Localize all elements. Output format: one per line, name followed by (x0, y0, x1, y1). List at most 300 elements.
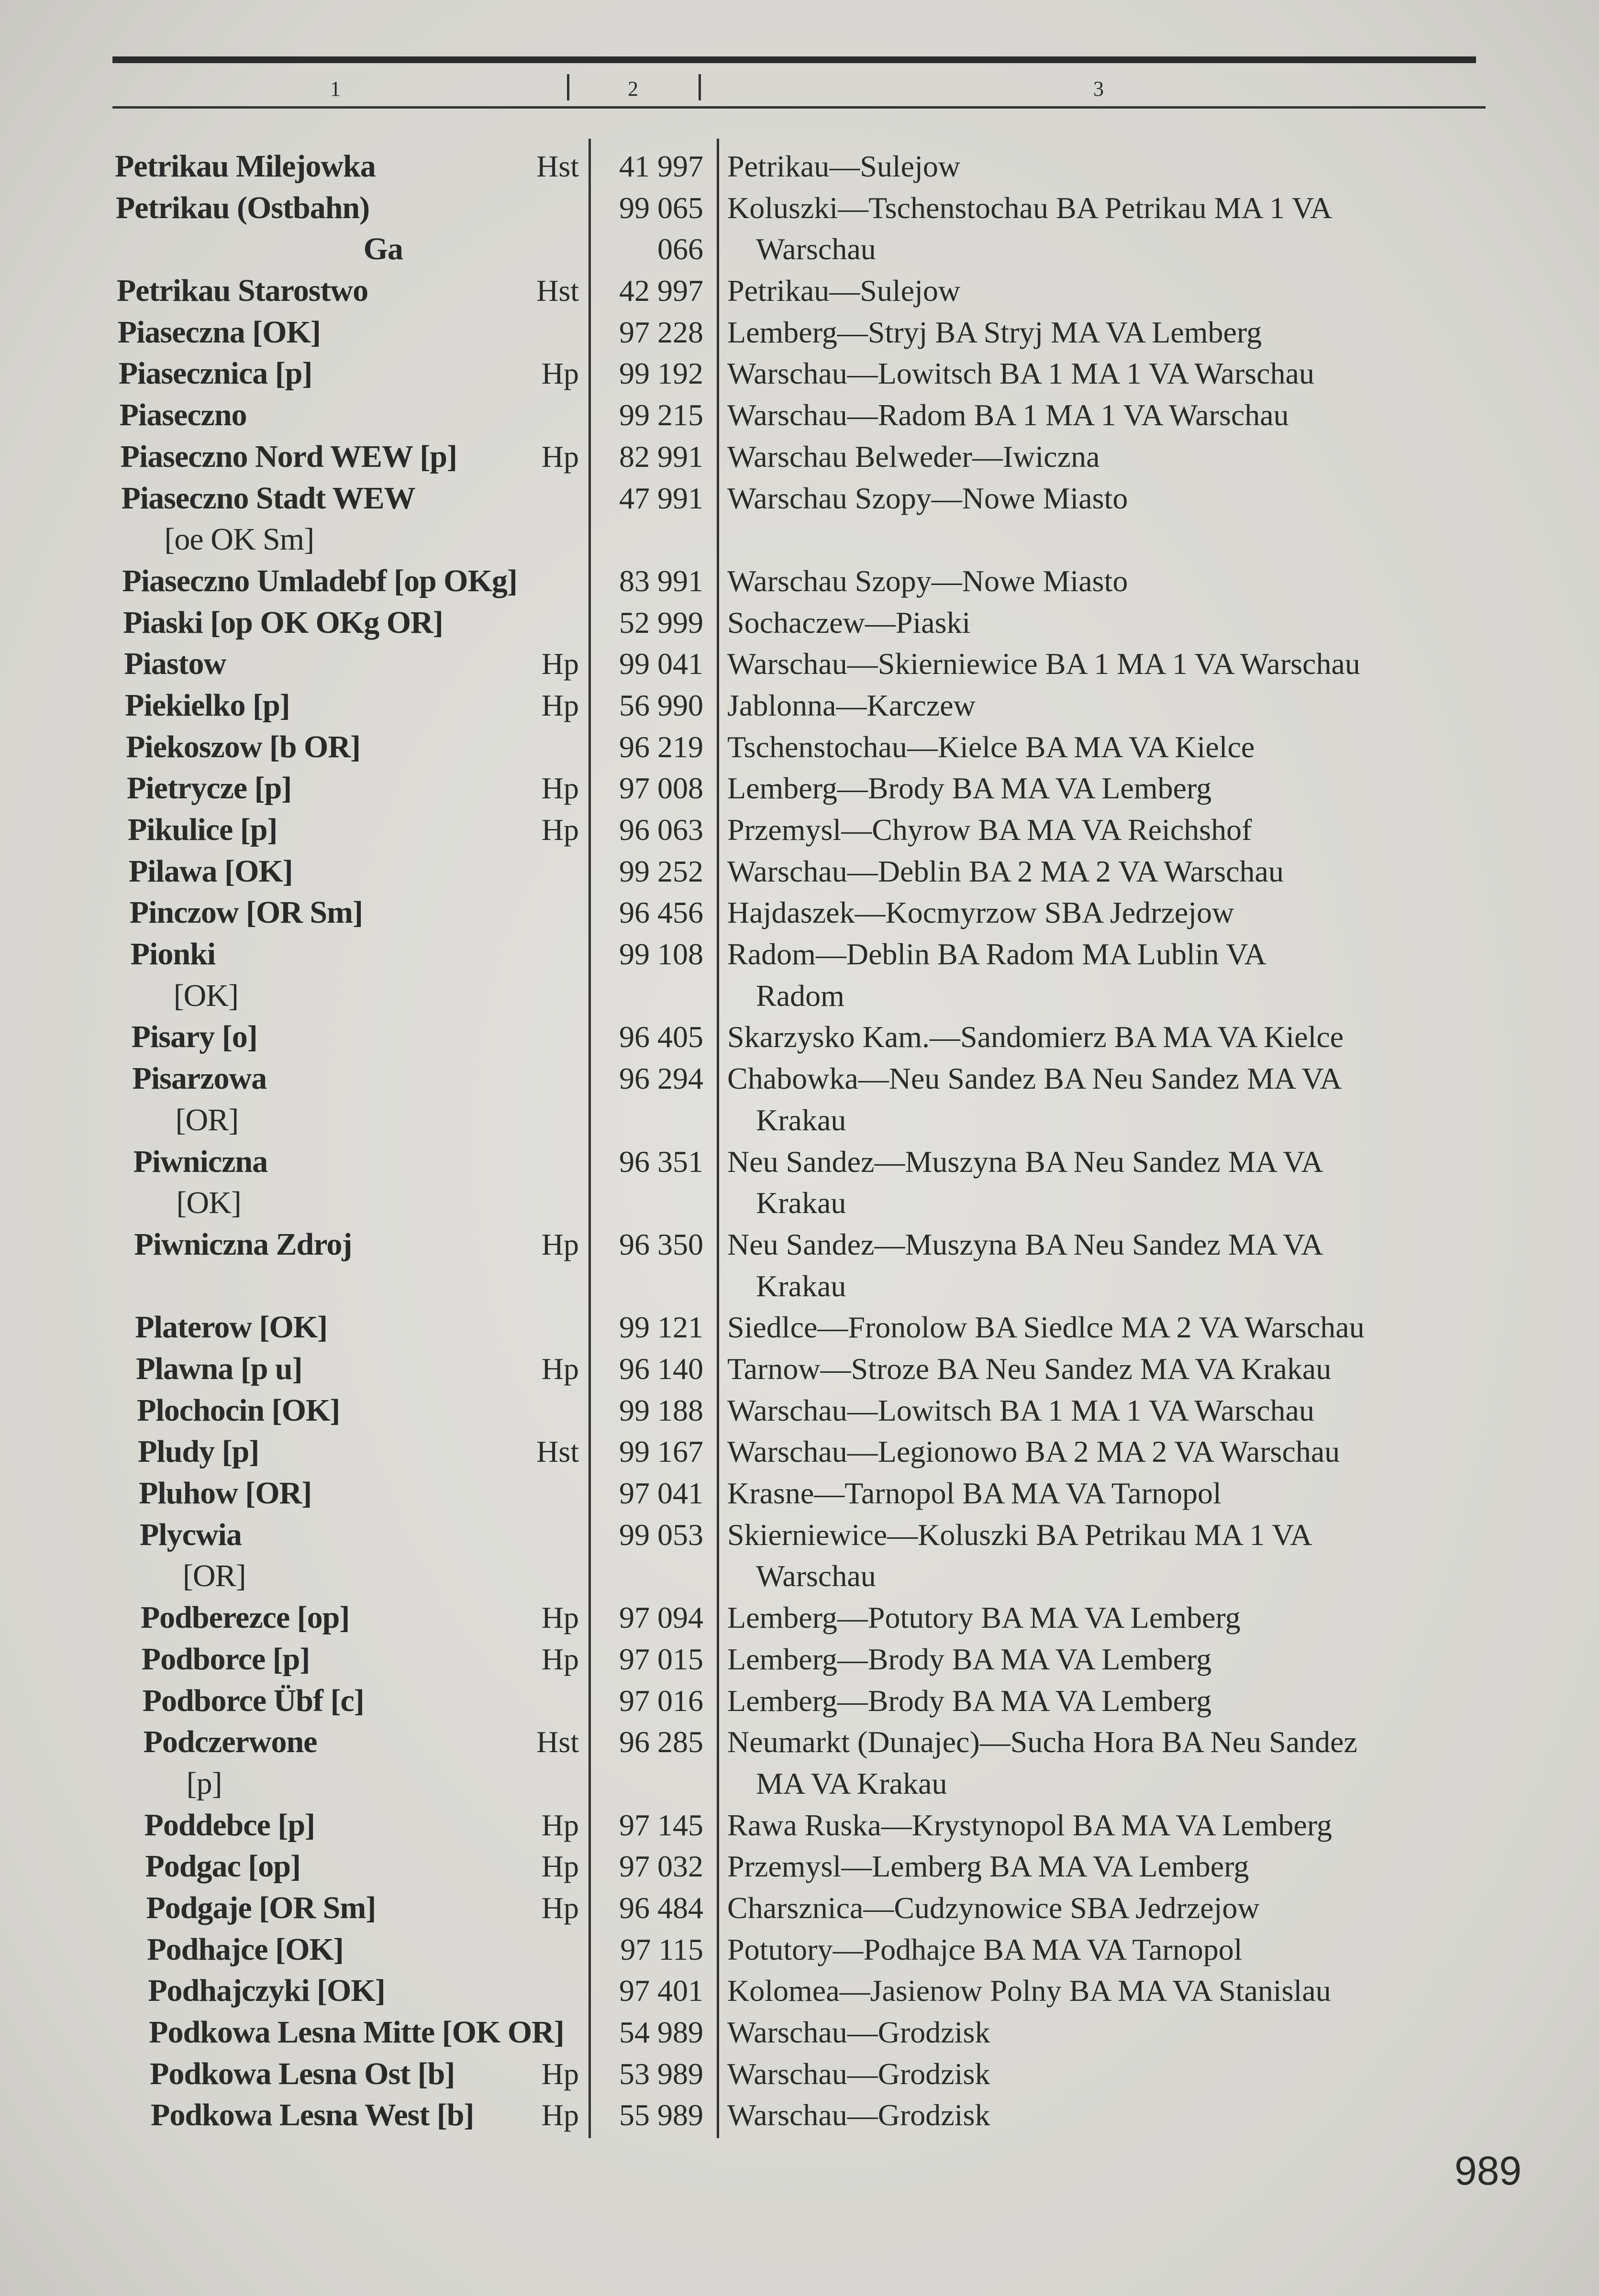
station-number-line: 96 350 (619, 1227, 703, 1261)
station-number (593, 478, 703, 519)
station-type-code: Hp (541, 771, 579, 806)
station-name (116, 188, 403, 270)
table-row (0, 188, 1599, 270)
station-number-line: 83 991 (619, 563, 703, 598)
station-number (593, 1639, 703, 1680)
station-number (593, 1970, 703, 2012)
route-description (727, 2012, 990, 2053)
station-table (0, 146, 1599, 2136)
station-number-line: 97 016 (619, 1683, 703, 1718)
table-row (0, 685, 1599, 727)
route-description-line: Petrikau—Sulejow (727, 149, 961, 183)
table-row (0, 353, 1599, 395)
station-number (593, 892, 703, 934)
route-description-line: Warschau—Grodzisk (727, 2015, 990, 2050)
column-header-3: 3 (1093, 77, 1104, 100)
table-row (0, 851, 1599, 893)
station-type-code: Hp (541, 356, 579, 391)
station-number-line: 97 015 (619, 1642, 703, 1676)
station-type-code: Hst (536, 149, 579, 183)
route-description-line: Lemberg—Brody BA MA VA Lemberg (727, 771, 1212, 806)
station-name-line: Platerow [OK] (135, 1310, 328, 1345)
header-separator (699, 74, 701, 100)
station-number-line: 96 484 (619, 1891, 703, 1925)
station-number (593, 353, 703, 395)
station-name-line: Pisarzowa (132, 1061, 267, 1096)
route-description-line: Przemysl—Lemberg BA MA VA Lemberg (727, 1849, 1249, 1884)
station-number (593, 1846, 703, 1888)
table-row (0, 1390, 1599, 1432)
station-number (593, 1888, 703, 1929)
station-number-line: 42 997 (619, 274, 703, 308)
station-number-line: 97 401 (619, 1974, 703, 2008)
station-number-line: 56 990 (619, 688, 703, 722)
station-name (138, 1431, 259, 1473)
station-name (146, 1888, 376, 1929)
station-name (143, 1680, 364, 1722)
station-type-code: Hp (541, 439, 579, 474)
station-number-line: 99 167 (619, 1435, 703, 1469)
table-row (0, 1639, 1599, 1680)
table-row (0, 270, 1599, 312)
route-description-line: MA VA Krakau (756, 1766, 947, 1800)
station-number-line: 97 145 (619, 1808, 703, 1842)
route-description-line: Przemysl—Chyrow BA MA VA Reichshof (727, 813, 1252, 847)
station-name-line: [OR] (175, 1102, 239, 1137)
station-name-line: Piaski [op OK OKg OR] (123, 605, 443, 640)
station-name-line: Piasecznica [p] (118, 356, 312, 391)
table-row (0, 1597, 1599, 1639)
route-description-line: Skarzysko Kam.—Sandomierz BA MA VA Kielce (727, 1020, 1344, 1054)
station-name-line: Podberezce [op] (140, 1600, 350, 1635)
station-number-line: 97 041 (619, 1476, 703, 1511)
route-description-line: Warschau—Deblin BA 2 MA 2 VA Warschau (727, 854, 1284, 888)
route-description-line: Warschau—Legionowo BA 2 MA 2 VA Warschau (727, 1435, 1340, 1469)
route-description (727, 1431, 1340, 1473)
station-number (593, 851, 703, 893)
station-name-line: Podgaje [OR Sm] (146, 1890, 376, 1925)
route-description (727, 892, 1234, 934)
station-name-line: Piaseczno Stadt WEW (121, 480, 415, 516)
station-number-line: 96 140 (619, 1352, 703, 1386)
route-description-line: Lemberg—Brody BA MA VA Lemberg (727, 1642, 1212, 1676)
station-number-line: 99 192 (619, 356, 703, 391)
station-name-line: Poddebce [p] (144, 1807, 315, 1843)
station-number-line: 99 215 (619, 398, 703, 432)
station-number-line: 97 094 (619, 1601, 703, 1635)
route-description-line: Charsznica—Cudzynowice SBA Jedrzejow (727, 1891, 1260, 1925)
station-name-line: Pluhow [OR] (139, 1476, 312, 1511)
route-description (727, 1846, 1249, 1888)
table-row (0, 1805, 1599, 1846)
route-description (727, 768, 1211, 809)
station-name-line: Piastow (124, 646, 226, 682)
route-description (727, 1722, 1357, 1804)
route-description-line: Neu Sandez—Muszyna BA Neu Sandez MA VA (727, 1227, 1323, 1261)
station-name-line: Pisary [o] (131, 1019, 257, 1055)
station-number (593, 436, 703, 478)
table-row (0, 1970, 1599, 2012)
route-description (727, 2053, 990, 2095)
table-row (0, 643, 1599, 685)
route-description-line: Warschau—Lowitsch BA 1 MA 1 VA Warschau (727, 356, 1314, 391)
table-row (0, 768, 1599, 809)
route-description (727, 561, 1128, 602)
station-number (593, 1722, 703, 1763)
station-name-line: Podborce Übf [c] (142, 1683, 364, 1718)
route-description (727, 1805, 1332, 1846)
table-row (0, 1680, 1599, 1722)
table-row (0, 561, 1599, 602)
station-name-line: Petrikau Milejowka (115, 149, 376, 184)
route-description (727, 1680, 1211, 1722)
route-description (727, 1141, 1323, 1224)
table-row (0, 2012, 1599, 2053)
route-description-line: Warschau—Grodzisk (727, 2098, 990, 2132)
route-description-line: Warschau—Lowitsch BA 1 MA 1 VA Warschau (727, 1393, 1314, 1427)
route-description (727, 1058, 1342, 1141)
station-type-code: Hp (541, 1849, 579, 1884)
station-number (593, 1929, 703, 1971)
route-description-line: Koluszki—Tschenstochau BA Petrikau MA 1 VA (727, 190, 1332, 225)
table-row (0, 1224, 1599, 1307)
header-rule (112, 106, 1486, 109)
station-number-line: 53 989 (619, 2056, 703, 2091)
station-number-line: 96 405 (619, 1020, 703, 1054)
route-description-line: Petrikau—Sulejow (727, 274, 961, 308)
station-number (593, 188, 703, 270)
station-name-line: Podhajczyki [OK] (148, 1973, 385, 2009)
station-name-line: [OK] (173, 978, 238, 1013)
station-name-line: Piaseczna [OK] (117, 314, 321, 350)
route-description (727, 643, 1360, 685)
station-number-line: 47 991 (619, 481, 703, 515)
route-description-line: Kolomea—Jasienow Polny BA MA VA Stanislau (727, 1974, 1331, 2008)
route-description-line: Warschau—Skierniewice BA 1 MA 1 VA Warschau (727, 647, 1360, 681)
station-number-line: 066 (657, 232, 703, 266)
station-name-line: Pludy [p] (138, 1434, 259, 1469)
station-name-line: Piekoszow [b OR] (126, 729, 361, 764)
station-name-line: Podkowa Lesna Mitte [OK OR] (149, 2015, 564, 2050)
table-row (0, 436, 1599, 478)
page-number: 989 (1455, 2148, 1522, 2193)
station-name (124, 643, 226, 685)
station-name (135, 1307, 327, 1348)
station-name (130, 892, 363, 934)
station-number (593, 1473, 703, 1514)
station-number (593, 146, 703, 188)
route-description (727, 1970, 1331, 2012)
station-name-line: Plycwia (139, 1517, 242, 1552)
column-header-2: 2 (628, 77, 638, 100)
station-name (139, 1473, 311, 1514)
station-number-line: 99 041 (619, 647, 703, 681)
route-description (727, 395, 1289, 436)
station-number (593, 1805, 703, 1846)
station-number-line: 99 188 (619, 1393, 703, 1427)
station-name (137, 1390, 340, 1432)
table-row (0, 1431, 1599, 1473)
station-name-line: Pilawa [OK] (128, 853, 293, 889)
station-name (147, 1929, 343, 1971)
route-description (727, 1473, 1221, 1514)
station-number-line: 96 456 (619, 895, 703, 930)
route-description (727, 478, 1128, 519)
header-separator (567, 74, 569, 100)
table-row (0, 892, 1599, 934)
table-row (0, 727, 1599, 768)
station-number (593, 809, 703, 851)
station-number (593, 561, 703, 602)
route-description (727, 1639, 1211, 1680)
station-name (115, 146, 376, 188)
route-description (727, 436, 1099, 478)
station-number-line: 97 008 (619, 771, 703, 806)
table-row (0, 478, 1599, 561)
route-description (727, 188, 1332, 270)
station-type-code: Hp (541, 688, 579, 722)
station-name-line: Piaseczno (119, 397, 247, 433)
route-description-line: Skierniewice—Koluszki BA Petrikau MA 1 VA (727, 1517, 1312, 1552)
route-description-line: Chabowka—Neu Sandez BA Neu Sandez MA VA (727, 1061, 1342, 1096)
station-type-code: Hp (541, 1642, 579, 1676)
station-name (145, 1846, 300, 1888)
station-name (123, 602, 443, 644)
station-name (141, 1597, 349, 1639)
station-name (119, 353, 312, 395)
station-number (593, 1514, 703, 1556)
station-name (122, 561, 517, 602)
table-row (0, 1348, 1599, 1390)
station-number (593, 1224, 703, 1266)
route-description (727, 2095, 990, 2136)
route-description (727, 312, 1262, 353)
station-type-code: Hst (536, 274, 579, 308)
station-name (127, 768, 291, 809)
route-description-line: Warschau—Grodzisk (727, 2056, 990, 2091)
table-row (0, 602, 1599, 644)
station-number-line: 41 997 (619, 149, 703, 183)
station-number (593, 1390, 703, 1432)
route-description-line: Warschau Szopy—Nowe Miasto (727, 563, 1128, 598)
table-row (0, 2095, 1599, 2136)
route-description-line: Radom—Deblin BA Radom MA Lublin VA (727, 937, 1266, 971)
route-description-line: Lemberg—Potutory BA MA VA Lemberg (727, 1601, 1241, 1635)
station-type-code: Hp (541, 2098, 579, 2132)
station-number-line: 97 228 (619, 315, 703, 349)
route-description (727, 1929, 1243, 1971)
station-number (593, 270, 703, 312)
route-description (727, 602, 970, 644)
station-name-line: [p] (186, 1766, 222, 1801)
station-type-code: Hst (536, 1435, 579, 1469)
station-name (132, 1016, 257, 1058)
table-row (0, 1473, 1599, 1514)
station-number (593, 643, 703, 685)
station-name (117, 270, 368, 312)
route-description-line: Neumarkt (Dunajec)—Sucha Hora BA Neu Sandez (727, 1725, 1357, 1759)
station-number-line: 96 294 (619, 1061, 703, 1096)
route-description-line: Hajdaszek—Kocmyrzow SBA Jedrzejow (727, 895, 1234, 930)
station-name-line: Podborce [p] (141, 1641, 310, 1677)
route-description-line: Sochaczew—Piaski (727, 605, 971, 640)
station-number (593, 1307, 703, 1348)
station-number-line: 82 991 (619, 439, 703, 474)
station-number (593, 395, 703, 436)
station-type-code: Hst (536, 1725, 579, 1759)
station-number-line: 96 063 (619, 813, 703, 847)
station-name (142, 1639, 310, 1680)
table-row (0, 934, 1599, 1016)
station-number (593, 685, 703, 727)
route-description (727, 1888, 1260, 1929)
table-row (0, 146, 1599, 188)
station-number-line: 99 252 (619, 854, 703, 888)
route-description-line: Warschau Belweder—Iwiczna (727, 439, 1100, 474)
station-name (150, 2053, 455, 2095)
table-row (0, 1929, 1599, 1971)
station-number (593, 602, 703, 644)
table-row (0, 1514, 1599, 1597)
station-name (121, 478, 415, 561)
route-description (727, 1307, 1365, 1348)
station-name (140, 1514, 246, 1597)
station-number-line: 54 989 (619, 2015, 703, 2050)
station-name-line: Pikulice [p] (127, 812, 278, 848)
route-description-line: Krakau (756, 1269, 846, 1303)
route-description-line: Potutory—Podhajce BA MA VA Tarnopol (727, 1932, 1243, 1966)
route-description-line: Neu Sandez—Muszyna BA Neu Sandez MA VA (727, 1144, 1323, 1179)
route-description-line: Radom (756, 978, 844, 1013)
station-number-line: 99 108 (619, 937, 703, 971)
table-row (0, 1722, 1599, 1804)
station-name (120, 395, 247, 436)
top-rule (112, 56, 1476, 63)
table-row (0, 1307, 1599, 1348)
station-name (125, 685, 290, 727)
station-name (144, 1805, 315, 1846)
route-description-line: Krakau (756, 1186, 846, 1220)
station-name (128, 809, 278, 851)
station-number (593, 1431, 703, 1473)
table-row (0, 809, 1599, 851)
station-number-line: 96 285 (619, 1725, 703, 1759)
station-number-line: 99 065 (619, 190, 703, 225)
station-type-code: Hp (541, 1808, 579, 1842)
station-name (121, 436, 457, 478)
station-number-line: 97 115 (620, 1932, 703, 1966)
route-description (727, 1514, 1312, 1597)
station-name-line: Podkowa Lesna Ost [b] (150, 2056, 455, 2091)
station-name-line: Plochocin [OK] (137, 1392, 340, 1428)
station-name-line: [oe OK Sm] (164, 522, 314, 557)
station-name-line: Piwniczna (133, 1144, 268, 1179)
station-name-line: Pionki (130, 937, 216, 972)
route-description-line: Siedlce—Fronolow BA Siedlce MA 2 VA Warschau (727, 1310, 1365, 1345)
table-row (0, 395, 1599, 436)
route-description (727, 685, 976, 727)
station-number (593, 1058, 703, 1100)
station-number (593, 2095, 703, 2136)
station-name (149, 2012, 564, 2053)
station-number (593, 1680, 703, 1722)
table-row (0, 1016, 1599, 1058)
station-number (593, 312, 703, 353)
station-name (151, 2095, 474, 2136)
route-description (727, 1224, 1323, 1307)
station-number (593, 934, 703, 975)
station-name (134, 1224, 352, 1266)
table-row (0, 1141, 1599, 1224)
route-description (727, 1348, 1331, 1390)
route-description (727, 1390, 1314, 1432)
station-name-line: Podhajce [OK] (147, 1932, 344, 1967)
station-name-line: Petrikau (Ostbahn) (115, 190, 370, 225)
column-header-1: 1 (330, 77, 341, 100)
station-type-code: Hp (541, 813, 579, 847)
route-description-line: Lemberg—Stryj BA Stryj MA VA Lemberg (727, 315, 1262, 349)
station-number-line: 55 989 (619, 2098, 703, 2132)
station-name (131, 934, 238, 1016)
station-name-line: Podgac [op] (145, 1849, 300, 1884)
table-row (0, 1888, 1599, 1929)
route-description-line: Rawa Ruska—Krystynopol BA MA VA Lemberg (727, 1808, 1332, 1842)
route-description (727, 353, 1314, 395)
station-name (148, 1970, 385, 2012)
station-number (593, 1597, 703, 1639)
station-name (129, 851, 293, 893)
station-type-code: Hp (541, 647, 579, 681)
station-number-line: 97 032 (619, 1849, 703, 1884)
route-description (727, 934, 1266, 1016)
station-number (593, 1016, 703, 1058)
station-number (593, 727, 703, 768)
route-description (727, 1597, 1241, 1639)
station-type-code: Hp (541, 1891, 579, 1925)
station-name-line: Piaseczno Umladebf [op OKg] (122, 563, 517, 598)
station-name (136, 1348, 302, 1390)
route-description-line: Warschau—Radom BA 1 MA 1 VA Warschau (727, 398, 1289, 432)
station-name-line: Pietrycze [p] (127, 771, 292, 806)
station-type-code: Hp (541, 1352, 579, 1386)
station-type-code: Hp (541, 1601, 579, 1635)
station-name-line: [OK] (176, 1185, 241, 1221)
route-description-line: Jablonna—Karczew (727, 688, 976, 722)
route-description (727, 727, 1255, 768)
station-name (133, 1141, 267, 1224)
station-type-code: Hp (541, 1227, 579, 1261)
station-number-line: 52 999 (619, 605, 703, 640)
table-row (0, 2053, 1599, 2095)
route-description (727, 270, 960, 312)
station-name (126, 727, 360, 768)
station-name-line: Piaseczno Nord WEW [p] (120, 439, 457, 474)
route-description-line: Tarnow—Stroze BA Neu Sandez MA VA Krakau (727, 1352, 1332, 1386)
table-row (0, 312, 1599, 353)
station-number (593, 2053, 703, 2095)
table-row (0, 1058, 1599, 1141)
station-number (593, 1348, 703, 1390)
station-number (593, 2012, 703, 2053)
route-description (727, 146, 960, 188)
route-description (727, 1016, 1344, 1058)
route-description-line: Warschau Szopy—Nowe Miasto (727, 481, 1128, 515)
station-number-line: 96 219 (619, 729, 703, 764)
route-description-line: Warschau (756, 232, 876, 266)
station-number (593, 768, 703, 809)
route-description-line: Krasne—Tarnopol BA MA VA Tarnopol (727, 1476, 1221, 1511)
station-name-line: Ga (363, 232, 403, 267)
